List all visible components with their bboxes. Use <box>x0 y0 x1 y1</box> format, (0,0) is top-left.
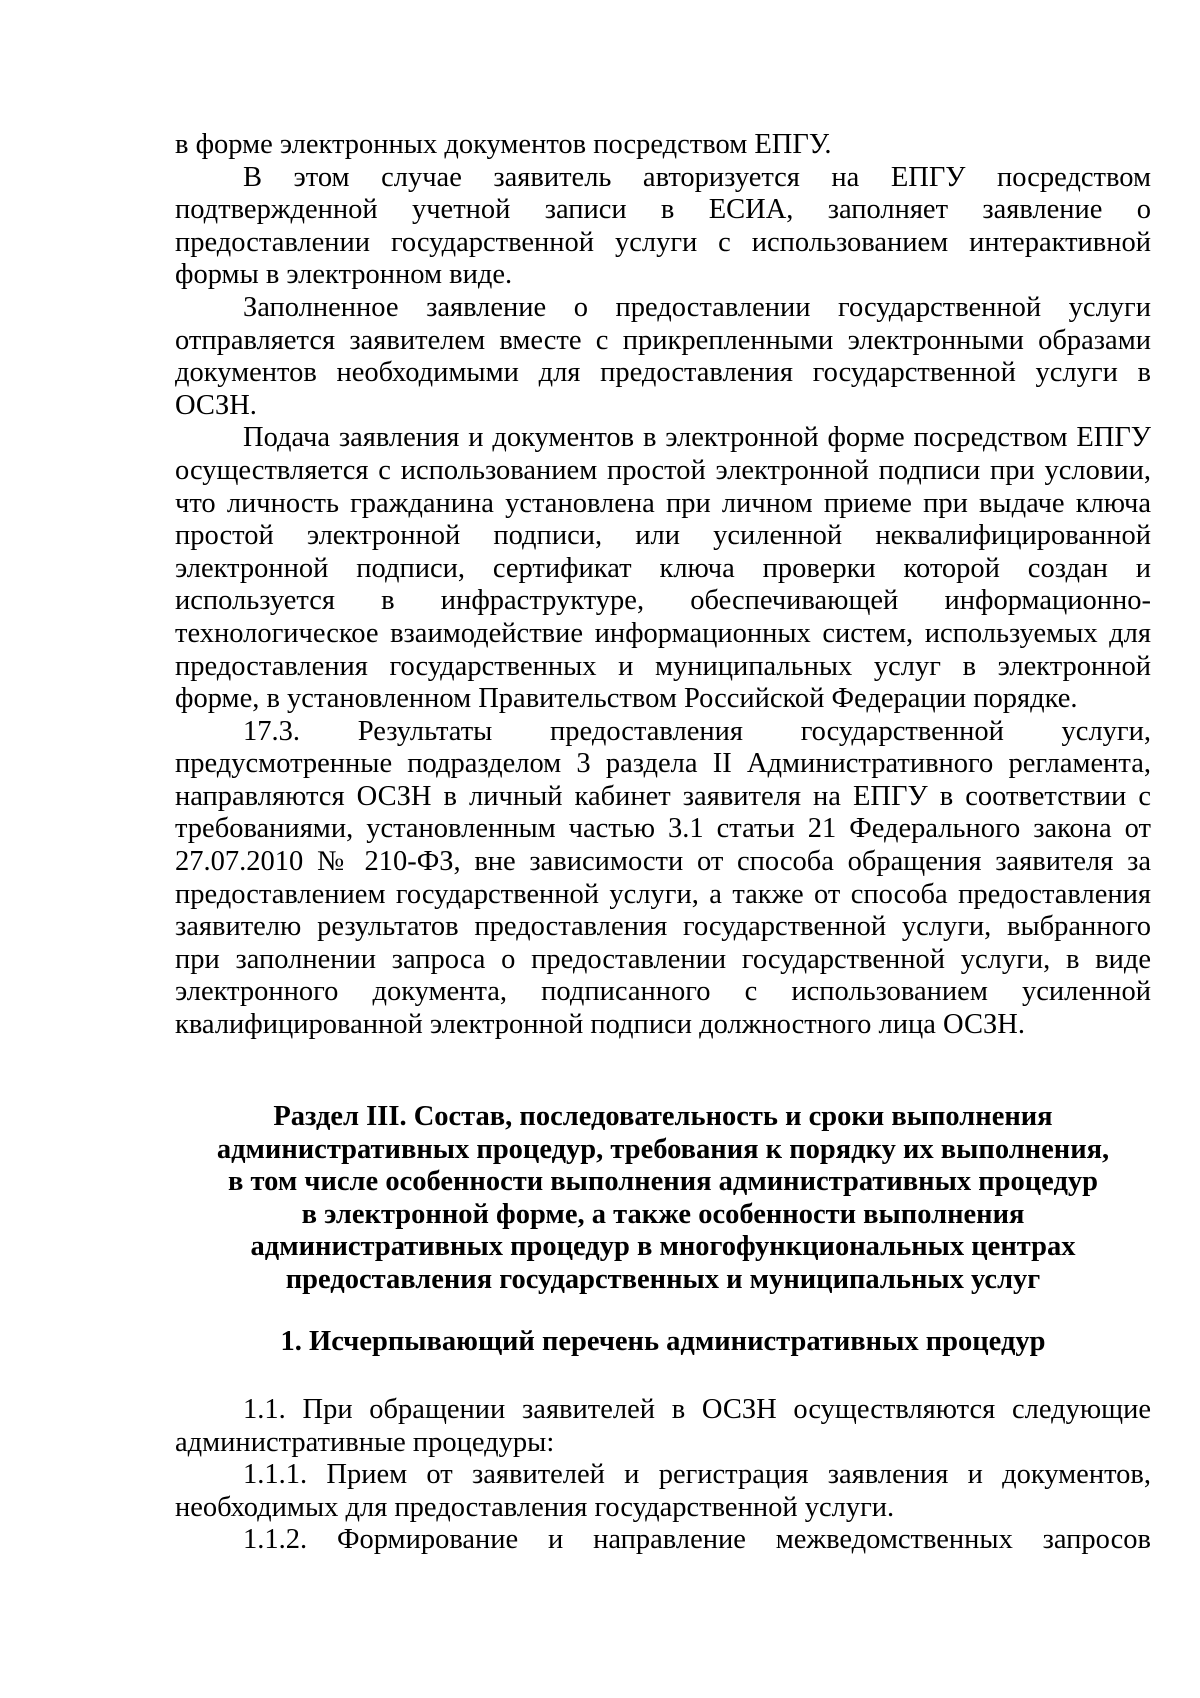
paragraph-1-1-1: 1.1.1. Прием от заявителей и регистрация заявления и документов, необходимых для предоставления государственной услуги. <box>175 1459 1151 1523</box>
section-heading-line: административных процедур, требования к порядку их выполнения, <box>216 1133 1110 1165</box>
section-heading-line: в электронной форме, а также особенности выполнения <box>301 1198 1025 1230</box>
paragraph-continuation: в форме электронных документов посредством ЕПГУ. <box>175 129 832 160</box>
paragraph-electronic-submission: Подача заявления и документов в электронной форме посредством ЕПГУ осуществляется с использованием простой электронной подписи при условии, что личность гражданина установлена при личном приеме при выдаче ключа простой электронной подписи, или усиленной неквалифицированной электронной подписи, сертификат ключа проверки которой создан и используется в инфраструктуре, обеспечивающей информационно-технологическое взаимодействие информационных систем, используемых для предоставления государственных и муниципальных услуг в электронной форме, в установленном Правительством Российской Федерации порядке. <box>175 422 1151 715</box>
subsection-heading: 1. Исчерпывающий перечень административных процедур <box>280 1326 1046 1357</box>
document-body <box>175 129 1151 1042</box>
paragraph-esia-authorization: В этом случае заявитель авторизуется на ЕПГУ посредством подтвержденной учетной записи в ЕСИА, заполняет заявление о предоставлении государственной услуги с использованием интерактивной формы в электронном виде. <box>175 161 1151 291</box>
section-heading-line: Раздел III. Состав, последовательность и сроки выполнения <box>273 1101 1053 1132</box>
section-heading <box>175 1101 1151 1296</box>
paragraph-1-1: 1.1. При обращении заявителей в ОСЗН осуществляются следующие административные процедуры: <box>175 1394 1151 1458</box>
paragraph-filled-application: Заполненное заявление о предоставлении государственной услуги отправляется заявителем вместе с прикрепленными электронными образами документов необходимыми для предоставления государственной услуги в ОСЗН. <box>175 291 1151 421</box>
procedures-list <box>175 1394 1151 1557</box>
section-heading-line: административных процедур в многофункциональных центрах <box>250 1231 1076 1262</box>
paragraph-17-3-results: 17.3. Результаты предоставления государственной услуги, предусмотренные подразделом 3 раздела II Административного регламента, направляются ОСЗН в личный кабинет заявителя на ЕПГУ в соответствии с требованиями, установленным частью 3.1 статьи 21 Федерального закона от 27.07.2010 № 210-ФЗ, вне зависимости от способа обращения заявителя за предоставлением государственной услуги, а также от способа предоставления заявителю результатов предоставления государственной услуги, выбранного при заполнении запроса о предоставлении государственной услуги, в виде электронного документа, подписанного с использованием усиленной квалифицированной электронной подписи должностного лица ОСЗН. <box>175 715 1151 1041</box>
section-heading-line: предоставления государственных и муниципальных услуг <box>285 1263 1041 1295</box>
section-heading-line: в том числе особенности выполнения административных процедур <box>228 1166 1098 1197</box>
paragraph-1-1-2: 1.1.2. Формирование и направление межведомственных запросов <box>243 1524 1151 1556</box>
